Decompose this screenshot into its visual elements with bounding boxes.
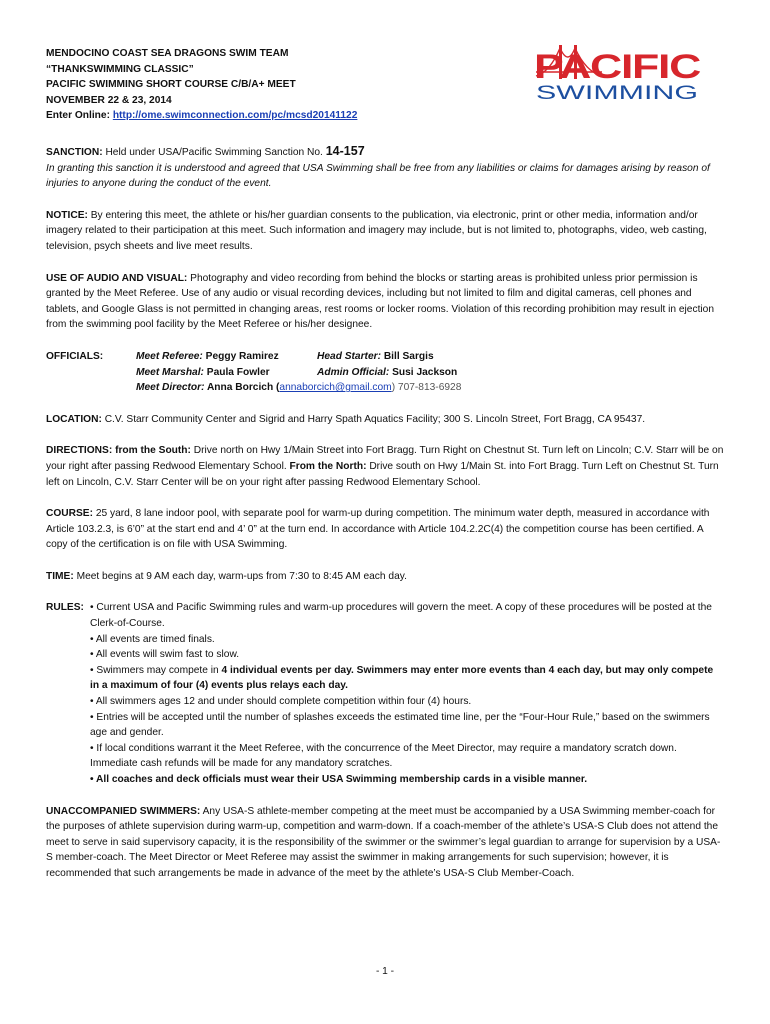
meet-header bbox=[46, 46, 724, 130]
rules-section bbox=[46, 600, 724, 787]
meet-referee: Peggy Ramirez bbox=[205, 350, 279, 362]
time-section bbox=[46, 569, 724, 585]
rule-item: • All coaches and deck officials must wear their USA Swimming membership cards in a visible manner. bbox=[90, 774, 588, 785]
rule-item: • All events will swim fast to slow. bbox=[90, 649, 240, 661]
rule-item: • If local conditions warrant it the Meet Referee, with the concurrence of the Meet Director, may require a mandatory scratch down. Immediate cash refunds will be made for any mandatory scratches. bbox=[90, 742, 677, 770]
directions-section bbox=[46, 443, 724, 490]
directions-south-label: from the South: bbox=[115, 445, 191, 457]
meet-marshal: Paula Fowler bbox=[206, 366, 270, 378]
enter-online-label: Enter Online: bbox=[46, 110, 110, 121]
rules-label: RULES: bbox=[46, 602, 84, 614]
course-text: 25 yard, 8 lane indoor pool, with separate pool for warm-up during competition. The minimum water depth, measured in accordance with Article 103.2.3, is 6’0” at the start end and 4’ 0” at the turn end. In accordance with Article 104.2.2C(4) the competition course has been certified. A copy of the certification is on file with USA Swimming. bbox=[46, 508, 710, 551]
meet-name: “THANKSWIMMING CLASSIC” bbox=[46, 63, 194, 75]
meet-dates: NOVEMBER 22 & 23, 2014 bbox=[46, 94, 172, 106]
director-email-link[interactable]: annaborcich@gmail.com bbox=[279, 382, 392, 394]
sanction-text: Held under USA/Pacific Swimming Sanction No. bbox=[105, 147, 323, 158]
audio-visual-section bbox=[46, 271, 724, 333]
sanction-number: 14-157 bbox=[325, 144, 365, 158]
course-label: COURSE: bbox=[46, 508, 93, 520]
head-starter-label: Head Starter: bbox=[317, 350, 381, 362]
meet-director: Anna Borcich ( bbox=[206, 382, 280, 394]
logo-top-text: PACIFIC bbox=[534, 48, 701, 86]
directions-north-label: From the North: bbox=[289, 460, 367, 472]
document-page bbox=[46, 46, 724, 882]
meet-director-label: Meet Director: bbox=[136, 382, 205, 394]
rule-item: • Swimmers may compete in 4 individual events per day. Swimmers may enter more events than 4 each day, but may only compete in a maximum of four (4) events plus relays each day. bbox=[90, 664, 714, 692]
location-text: C.V. Starr Community Center and Sigrid and Harry Spath Aquatics Facility; 300 S. Lincoln Street, Fort Bragg, CA 95437. bbox=[104, 413, 646, 425]
meet-marshal-label: Meet Marshal: bbox=[136, 366, 204, 378]
audio-visual-label: USE OF AUDIO AND VISUAL: bbox=[46, 272, 188, 284]
audio-visual-text: Photography and video recording from behind the blocks or starting areas is prohibited unless prior permission is granted by the Meet Referee. Use of any audio or visual recording devices, including but not limited to film and digital cameras, cell phones and tablets, and Google Glass is not permitted in changing areas, rest rooms or locker rooms. Violation of this recording prohibition may result in ejection from the swimming pool facility by the Meet Referee or his/her designee. bbox=[46, 272, 714, 331]
location-section bbox=[46, 412, 724, 428]
director-phone: ) 707-813-6928 bbox=[391, 382, 462, 394]
admin-official-label: Admin Official: bbox=[317, 366, 390, 378]
enter-online bbox=[46, 108, 724, 124]
meet-referee-label: Meet Referee: bbox=[136, 350, 203, 362]
rule-item: • All events are timed finals. bbox=[90, 633, 215, 645]
location-label: LOCATION: bbox=[46, 413, 102, 425]
meet-type: PACIFIC SWIMMING SHORT COURSE C/B/A+ MEET bbox=[46, 79, 296, 90]
sanction-disclaimer: In granting this sanction it is understood and agreed that USA Swimming shall be free from any liabilities or claims for damages arising by reason of injuries to anyone during the conduct of the event. bbox=[46, 162, 710, 190]
sanction-section bbox=[46, 144, 724, 192]
page-number: - 1 - bbox=[375, 966, 395, 977]
directions-north-text: Drive south on Hwy 1/Main St. into Fort Bragg. Turn Left on Chestnut St. Turn left on Lincoln, C.V. Starr Center will be on your right after passing Redwood Elementary School. bbox=[46, 460, 719, 488]
team-name: MENDOCINO COAST SEA DRAGONS SWIM TEAM bbox=[46, 48, 289, 59]
pacific-swimming-logo bbox=[532, 42, 702, 102]
rule-item: • Entries will be accepted until the number of splashes exceeds the estimated time line, per the “Four-Hour Rule,” based on the swimmers age and gender. bbox=[90, 711, 710, 739]
sanction-label: SANCTION: bbox=[46, 147, 103, 158]
notice-section bbox=[46, 208, 724, 255]
logo-bottom-text: SWIMMING bbox=[536, 83, 698, 102]
notice-label: NOTICE: bbox=[46, 209, 88, 221]
unaccompanied-label: UNACCOMPANIED SWIMMERS: bbox=[46, 805, 201, 817]
unaccompanied-section bbox=[46, 804, 724, 882]
admin-official: Susi Jackson bbox=[392, 366, 458, 378]
unaccompanied-text: Any USA-S athlete-member competing at the meet must be accompanied by a USA Swimming member-coach for the purposes of athlete supervision during warm-up, competition and warm-down. If a coach-member of the athlete’s USA-S Club does not attend the meet to serve in said supervisory capacity, it is the responsibility of the swimmer or the swimmer’s legal guardian to arrange for supervision by a USA-S member-coach. The Meet Director or Meet Referee may assist the swimmer in making arrangements for such supervision; however, it is recommended that such arrangements be made in advance of the meet by the athlete’s USA-S Club Member-Coach. bbox=[46, 805, 721, 879]
officials-section bbox=[46, 349, 724, 396]
rule-item: • All swimmers ages 12 and under should complete competition within four (4) hours. bbox=[90, 696, 472, 708]
directions-south-text: Drive north on Hwy 1/Main Street into Fort Bragg. Turn Right on Chestnut St. Turn left on Lincoln; C.V. Starr will be on your right after passing Redwood Elementary School. bbox=[46, 445, 724, 472]
officials-label: OFFICIALS: bbox=[46, 350, 104, 362]
directions-label: DIRECTIONS: bbox=[46, 445, 113, 457]
head-starter: Bill Sargis bbox=[383, 350, 434, 362]
time-label: TIME: bbox=[46, 570, 74, 582]
time-text: Meet begins at 9 AM each day, warm-ups from 7:30 to 8:45 AM each day. bbox=[76, 570, 407, 582]
notice-text: By entering this meet, the athlete or his/her guardian consents to the publication, via electronic, print or other media, information and/or imagery related to their participation at this meet. Such information and imagery may include, but is not limited to, photographs, video, web casting, television, psych sheets and live meet results. bbox=[46, 209, 707, 252]
enter-online-link[interactable]: http://ome.swimconnection.com/pc/mcsd20141122 bbox=[112, 110, 358, 121]
course-section bbox=[46, 506, 724, 553]
rule-item: • Current USA and Pacific Swimming rules and warm-up procedures will govern the meet. A copy of these procedures will be posted at the Clerk-of-Course. bbox=[90, 602, 712, 630]
